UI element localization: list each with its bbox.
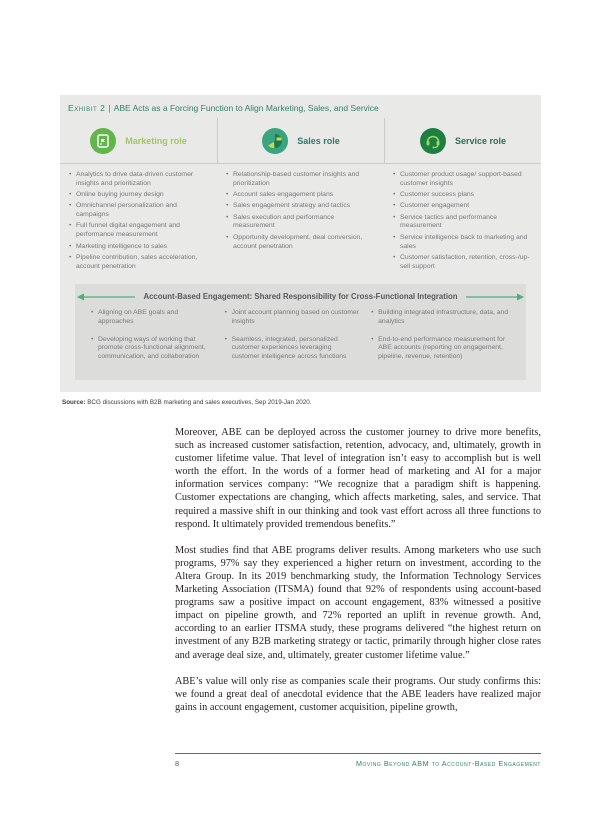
service-role-label: Service role bbox=[454, 135, 507, 146]
list-item: • Full funnel digital engagement and performance measurement bbox=[69, 222, 209, 240]
marketing-role-header bbox=[60, 118, 217, 163]
list-item: • Online buying journey design bbox=[69, 191, 209, 200]
list-item: • Account sales engagement plans bbox=[226, 191, 376, 200]
exhibit-title bbox=[60, 95, 541, 118]
exhibit-label: Exhibit 2 bbox=[68, 103, 106, 113]
sales-role-header bbox=[217, 118, 384, 163]
marketing-role-label: Marketing role bbox=[125, 135, 187, 146]
pie-chart-icon bbox=[262, 128, 288, 154]
list-item: • Service intelligence back to marketing and sales bbox=[393, 234, 533, 252]
list-item: • Sales execution and performance measurement bbox=[226, 214, 376, 232]
list-item: • Building integrated infrastructure, data, and analytics bbox=[371, 309, 510, 327]
role-bullets-row bbox=[60, 164, 541, 284]
list-item: • Sales engagement strategy and tactics bbox=[226, 202, 376, 211]
presentation-chart-icon bbox=[90, 128, 116, 154]
list-item: • Customer success plans bbox=[393, 191, 533, 200]
list-item: • Relationship-based customer insights and prioritization bbox=[226, 171, 376, 189]
shared-banner-title: Account-Based Engagement: Shared Responsibility for Cross-Functional Integration bbox=[143, 292, 458, 301]
shared-banner bbox=[85, 292, 516, 301]
list-item: • End-to-end performance measurement for ABE accounts (reporting on engagement, pipeline, revenue, retention) bbox=[371, 336, 510, 362]
arrow-left-icon bbox=[77, 293, 135, 301]
list-item: • Marketing intelligence to sales bbox=[69, 243, 209, 252]
headset-icon bbox=[420, 128, 446, 154]
list-item: • Seamless, integrated, personalized customer experiences leveraging customer intelligence across functions bbox=[225, 336, 360, 362]
source-note bbox=[62, 399, 312, 406]
shared-column-2 bbox=[219, 309, 366, 371]
paragraph: Moreover, ABE can be deployed across the customer journey to drive more benefits, such as increased customer satisfaction, retention, advocacy, and, ultimately, growth in customer lifetime value. That level of integration isn’t easy to accomplish but is well worth the effort. In the words of a former head of marketing and AI for a major information services company: “We recognize that a paradigm shift is happening. Customer expectations are changing, which affects marketing, sales, and service. That required a massive shift in our thinking and took vast effort across all three functions to respond. It ultimately provided tremendous benefits.” bbox=[175, 427, 541, 530]
list-item: • Omnichannel personalization and campaigns bbox=[69, 202, 209, 220]
shared-bullets-row bbox=[85, 309, 516, 371]
arrow-right-icon bbox=[466, 293, 524, 301]
marketing-bullets bbox=[60, 171, 217, 284]
footer-divider bbox=[175, 753, 541, 754]
sales-role-label: Sales role bbox=[297, 135, 340, 146]
service-bullets bbox=[384, 171, 541, 284]
exhibit-separator: | bbox=[108, 103, 111, 113]
source-text: BCG discussions with B2B marketing and sales executives, Sep 2019-Jan 2020. bbox=[85, 399, 312, 406]
list-item: • Customer product usage/ support-based customer insights bbox=[393, 171, 533, 189]
list-item: • Analytics to drive data-driven customer insights and prioritization bbox=[69, 171, 209, 189]
list-item: • Service tactics and performance measurement bbox=[393, 214, 533, 232]
list-item: • Pipeline contribution, sales acceleration, account penetration bbox=[69, 254, 209, 272]
service-role-header bbox=[384, 118, 541, 163]
shared-column-3 bbox=[365, 309, 516, 371]
shared-responsibility-box bbox=[75, 284, 526, 380]
page-number: 8 bbox=[175, 759, 180, 768]
footer-title: Moving Beyond ABM to Account-Based Engagement bbox=[355, 759, 541, 768]
exhibit-title-text: ABE Acts as a Forcing Function to Align Marketing, Sales, and Service bbox=[113, 103, 379, 113]
list-item: • Joint account planning based on customer insights bbox=[225, 309, 360, 327]
list-item: • Customer satisfaction, retention, cross-/up-sell support bbox=[393, 254, 533, 272]
list-item: • Opportunity development, deal conversion, account penetration bbox=[226, 234, 376, 252]
role-header-row bbox=[60, 118, 541, 164]
list-item: • Developing ways of working that promote cross-functional alignment, communication, and collaboration bbox=[91, 336, 213, 362]
sales-bullets bbox=[217, 171, 384, 284]
paragraph: Most studies find that ABE programs deliver results. Among marketers who use such programs, 97% say they experienced a higher return on investment, according to the Altera Group. In its 2019 benchmarking study, the Information Technology Services Marketing Association (ITSMA) found that 92% of respondents using account-based programs saw a positive impact on account engagement, 83% witnessed a positive impact on pipeline growth, and 72% reported an uplift in revenue growth. And, according to an earlier ITSMA study, these programs delivered “the highest return on investment of any B2B marketing strategy or tactic, primarily through higher close rates and average deal size, and, ultimately, greater customer lifetime value.” bbox=[175, 544, 541, 661]
shared-column-1 bbox=[85, 309, 219, 371]
exhibit-panel bbox=[60, 95, 541, 392]
list-item: • Aligning on ABE goals and approaches bbox=[91, 309, 213, 327]
body-text bbox=[175, 426, 541, 727]
paragraph: ABE’s value will only rise as companies scale their programs. Our study confirms this: we found a great deal of anecdotal evidence that the ABE leaders have realized major gains in account engagement, customer acquisition, pipeline growth, bbox=[175, 675, 541, 713]
list-item: • Customer engagement bbox=[393, 202, 533, 211]
source-label: Source: bbox=[62, 399, 86, 406]
page-footer bbox=[175, 753, 541, 768]
